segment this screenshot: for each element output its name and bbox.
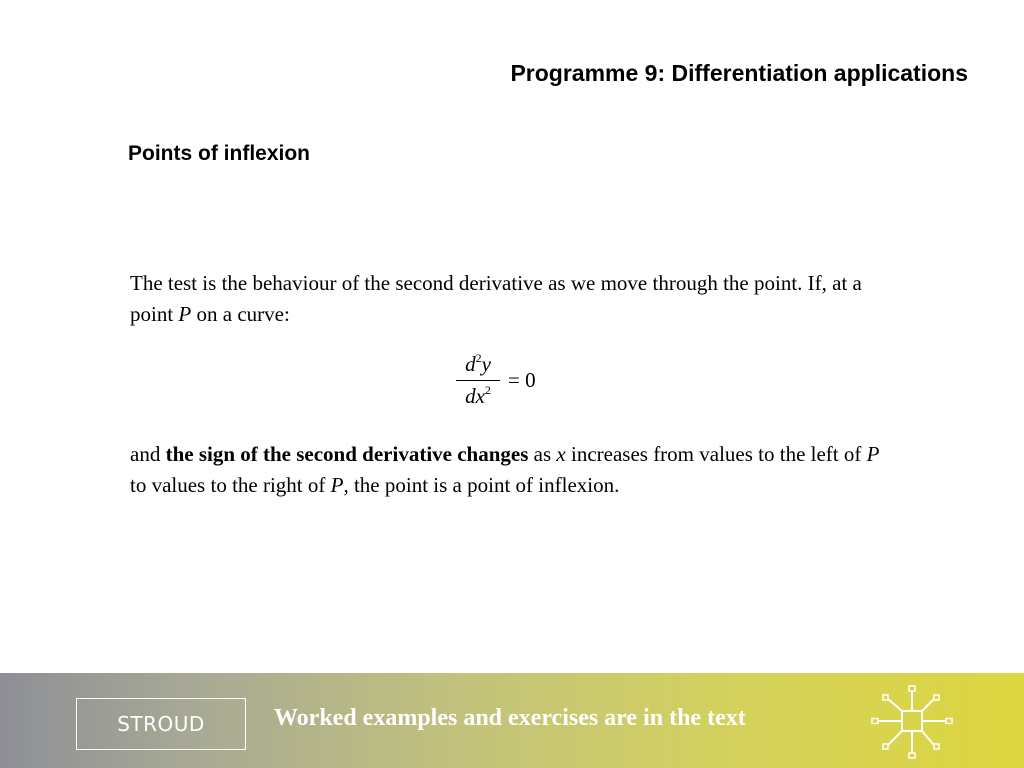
cond-text-d: to values to the right of [130, 473, 331, 497]
den-dx: dx [465, 384, 485, 408]
footer-note: Worked examples and exercises are in the text [274, 705, 746, 731]
intro-text-a: The test is the behaviour of the second derivative as we move through the point. If, at a point [130, 271, 862, 326]
var-p: P [178, 302, 192, 326]
fraction-denominator [461, 381, 495, 409]
section-title: Points of inflexion [128, 142, 310, 165]
network-icon [870, 683, 954, 761]
den-exponent: 2 [484, 383, 491, 397]
var-x: x [556, 442, 566, 466]
num-y: y [481, 352, 491, 376]
programme-title: Programme 9: Differentiation applications [510, 60, 968, 86]
fraction-numerator [461, 352, 495, 380]
var-p-right: P [330, 473, 344, 497]
equals-zero: = 0 [508, 368, 536, 392]
condition-paragraph [130, 439, 900, 501]
cond-text-b: as [528, 442, 557, 466]
num-exponent: 2 [475, 351, 482, 365]
intro-text-b: on a curve: [191, 302, 290, 326]
cond-text-c: increases from values to the left of [565, 442, 867, 466]
var-p-left: P [866, 442, 880, 466]
cond-text-a: and [130, 442, 166, 466]
cond-text-e: , the point is a point of inflexion. [343, 473, 620, 497]
intro-paragraph [130, 268, 900, 330]
second-derivative-formula [456, 352, 536, 409]
cond-bold: the sign of the second derivative changes [165, 442, 529, 466]
num-d: d [465, 352, 476, 376]
footer-bar [0, 673, 1024, 768]
fraction [456, 352, 500, 409]
stroud-logo: STROUD [76, 698, 246, 750]
